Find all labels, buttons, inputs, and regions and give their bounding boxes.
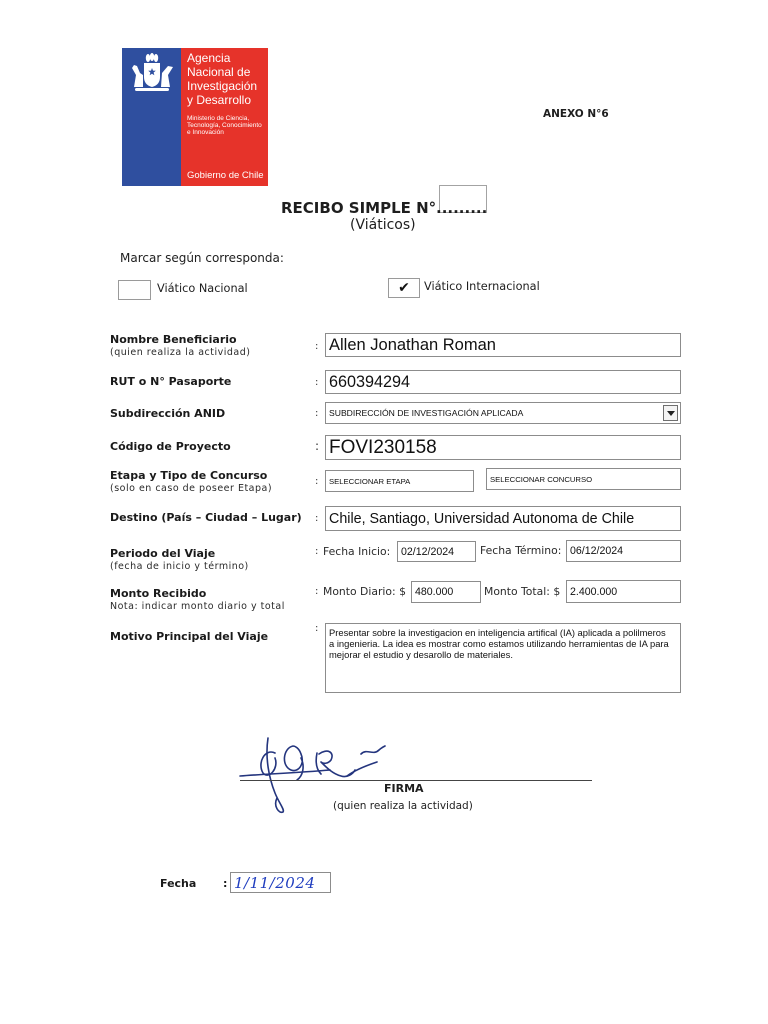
chile-coat-of-arms-icon (128, 53, 176, 93)
separator-colon: : (315, 586, 319, 597)
total-amount-value: 2.400.000 (570, 585, 618, 598)
logo-ministry-line: e Innovación (187, 129, 224, 136)
separator-colon: : (315, 623, 319, 634)
date-field[interactable] (230, 872, 331, 893)
destination-value: Chile, Santiago, Universidad Autonoma de Chile (329, 510, 635, 527)
amount-label: Monto Recibido (110, 587, 207, 600)
logo-agency-line: Agencia (187, 51, 231, 65)
destination-label: Destino (País – Ciudad – Lugar) (110, 511, 302, 524)
destination-field[interactable] (325, 506, 681, 531)
end-date-label: Fecha Término: (480, 544, 562, 557)
end-date-value: 06/12/2024 (570, 545, 624, 557)
signature-note: (quien realiza la actividad) (333, 800, 473, 812)
reason-value: Presentar sobre la investigacion en inteligencia artifical (IA) aplicada a polilmeros a ingenieria. La idea es mostrar como estamos utilizando herramientas de IA para mejorar el estudio y desarollo de materiales. (329, 627, 669, 660)
reason-textarea[interactable] (325, 623, 681, 693)
signature-line (240, 780, 592, 781)
contest-label: Etapa y Tipo de Concurso (110, 469, 268, 482)
beneficiary-name-field[interactable] (325, 333, 681, 357)
beneficiary-label: Nombre Beneficiario (110, 333, 237, 346)
checkmark-icon: ✔ (398, 280, 410, 296)
subdirection-select[interactable] (325, 402, 681, 424)
separator-colon: : (315, 476, 319, 487)
end-date-field[interactable] (566, 540, 681, 562)
separator-colon: : (315, 513, 319, 524)
national-travel-checkbox[interactable] (118, 280, 151, 300)
total-amount-label: Monto Total: $ (484, 585, 561, 598)
id-document-value: 660394294 (329, 372, 411, 391)
period-note: (fecha de inicio y término) (110, 561, 249, 572)
separator-colon: : (315, 377, 319, 388)
start-date-field[interactable] (397, 541, 476, 562)
beneficiary-note: (quien realiza la actividad) (110, 347, 251, 358)
contest-stage-value: SELECCIONAR ETAPA (329, 476, 411, 486)
receipt-number-blank: ......... (436, 199, 488, 217)
contest-stage-select[interactable] (325, 470, 474, 492)
daily-amount-label: Monto Diario: $ (323, 585, 406, 598)
contest-type-select[interactable] (486, 468, 681, 490)
page-subtitle: (Viáticos) (350, 217, 416, 233)
project-code-label: Código de Proyecto (110, 440, 231, 453)
id-document-label: RUT o N° Pasaporte (110, 375, 232, 388)
subdirection-label: Subdirección ANID (110, 407, 226, 420)
national-travel-label: Viático Nacional (157, 282, 248, 295)
annex-label: ANEXO N°6 (543, 108, 609, 120)
period-label: Periodo del Viaje (110, 547, 216, 560)
international-travel-label: Viático Internacional (424, 280, 540, 293)
anid-logo (122, 48, 268, 186)
date-separator: : (223, 877, 228, 890)
total-amount-field[interactable] (566, 580, 681, 603)
logo-government-text: Gobierno de Chile (187, 170, 264, 181)
date-value: 1/11/2024 (234, 873, 316, 892)
start-date-label: Fecha Inicio: (323, 545, 391, 558)
beneficiary-name-value: Allen Jonathan Roman (329, 335, 496, 354)
logo-agency-line: y Desarrollo (187, 93, 252, 107)
separator-colon: : (315, 341, 319, 352)
logo-agency-line: Nacional de (187, 65, 251, 79)
page-title: RECIBO SIMPLE N° (281, 199, 437, 217)
separator-colon: : (315, 408, 319, 419)
instruction-text: Marcar según corresponda: (120, 251, 284, 265)
signature-label: FIRMA (384, 782, 424, 795)
project-code-value: FOVI230158 (329, 436, 437, 458)
international-travel-checkbox[interactable] (388, 278, 420, 298)
project-code-field[interactable] (325, 435, 681, 460)
logo-agency-line: Investigación (187, 79, 258, 93)
separator-colon: : (315, 546, 319, 557)
logo-ministry-line: Ministerio de Ciencia, (187, 115, 250, 122)
separator-colon: : (315, 439, 320, 453)
contest-note: (solo en caso de poseer Etapa) (110, 483, 273, 494)
chevron-down-icon[interactable] (663, 405, 678, 421)
daily-amount-field[interactable] (411, 581, 481, 603)
reason-label: Motivo Principal del Viaje (110, 630, 269, 643)
start-date-value: 02/12/2024 (401, 545, 455, 558)
date-label: Fecha (160, 877, 197, 890)
amount-note: Nota: indicar monto diario y total (110, 601, 285, 612)
logo-ministry-line: Tecnología, Conocimiento (187, 122, 262, 129)
subdirection-value: SUBDIRECCIÓN DE INVESTIGACIÓN APLICADA (329, 408, 524, 418)
daily-amount-value: 480.000 (415, 586, 454, 598)
contest-type-value: SELECCIONAR CONCURSO (490, 474, 593, 484)
id-document-field[interactable] (325, 370, 681, 394)
